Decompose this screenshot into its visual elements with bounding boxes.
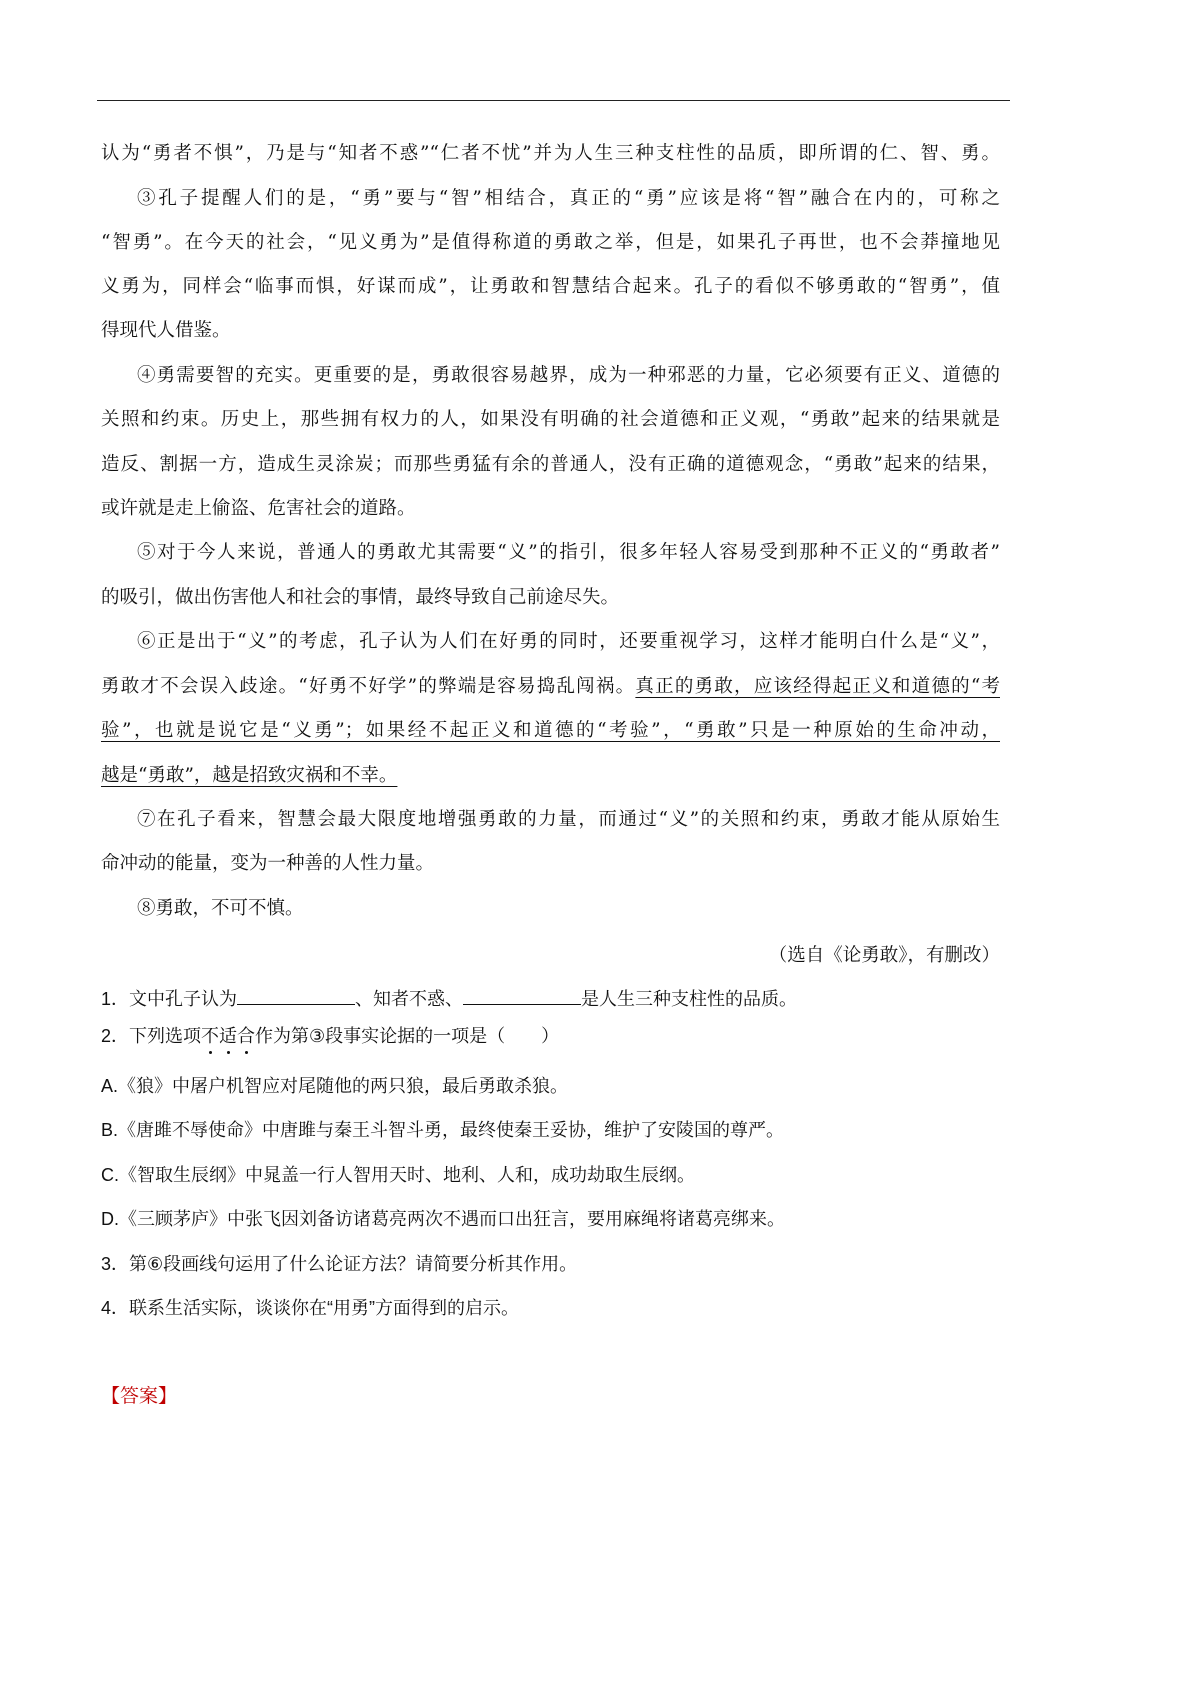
text-line: 的吸引，做出伤害他人和社会的事情，最终导致自己前途尽失。: [101, 587, 620, 608]
text-line: 认为“勇者不惧”，乃是与“知者不惑”“仁者不忧”并为人生三种支柱性的品质，即所谓的仁、智、勇。: [101, 143, 1000, 164]
underlined-sentence: 越是“勇敢”，越是招致灾祸和不幸。: [101, 765, 398, 786]
paragraph-7-start: ⑦在孔子看来，智慧会最大限度地增强勇敢的力量，而通过“义”的关照和约束，勇敢才能从原始生: [137, 809, 1000, 830]
paragraph-6-start: ⑥正是出于“义”的考虑，孔子认为人们在好勇的同时，还要重视学习，这样才能明白什么是“义”，: [137, 631, 1000, 652]
paragraph-3-start: ③孔子提醒人们的是，“勇”要与“智”相结合，真正的“勇”应该是将“智”融合在内的，可称之: [137, 188, 1000, 209]
option-a: A.《狼》中屠户机智应对尾随他的两只狼，最后勇敢杀狼。: [101, 1076, 569, 1096]
text-line: 造反、割据一方，造成生灵涂炭；而那些勇猛有余的普通人，没有正确的道德观念，“勇敢”起来的结果，: [101, 454, 1000, 475]
underlined-sentence: 验”，也就是说它是“义勇”；如果经不起正义和道德的“考验”，“勇敢”只是一种原始的生命冲动，: [101, 720, 1000, 741]
question-2: [101, 1024, 1000, 1048]
question-3: 3．第⑥段画线句运用了什么论证方法？请简要分析其作用。: [101, 1254, 578, 1274]
underlined-sentence: 真正的勇敢，应该经得起正义和道德的“考: [635, 676, 1000, 697]
text-line: 义勇为，同样会“临事而惧，好谋而成”，让勇敢和智慧结合起来。孔子的看似不够勇敢的“智勇”，值: [101, 276, 1000, 297]
option-c: C.《智取生辰纲》中晁盖一行人智用天时、地利、人和，成功劫取生辰纲。: [101, 1165, 695, 1185]
question-4: 4．联系生活实际，谈谈你在“用勇”方面得到的启示。: [101, 1298, 519, 1318]
answer-blank[interactable]: [463, 986, 581, 1005]
text-line: [101, 764, 1000, 788]
q1-text: 1．文中孔子认为: [101, 989, 238, 1009]
emphasis-char: 适: [219, 1026, 238, 1046]
text-line: [101, 719, 1000, 743]
text-line: 得现代人借鉴。: [101, 320, 231, 341]
plain-text: 勇敢才不会误入歧途。“好勇不好学”的弊端是容易捣乱闯祸。: [101, 676, 636, 697]
answer-label: 【答案】: [101, 1385, 178, 1407]
text-line: 命冲动的能量，变为一种善的人性力量。: [101, 853, 435, 874]
option-b: B.《唐雎不辱使命》中唐雎与秦王斗智斗勇，最终使秦王妥协，维护了安陵国的尊严。: [101, 1120, 785, 1140]
paragraph-5-start: ⑤对于今人来说，普通人的勇敢尤其需要“义”的指引，很多年轻人容易受到那种不正义的“勇敢者”: [137, 542, 1000, 563]
paragraph-4-start: ④勇需要智的充实。更重要的是，勇敢很容易越界，成为一种邪恶的力量，它必须要有正义、道德的: [137, 365, 1000, 386]
text-line: [101, 675, 1000, 699]
text-line: 或许就是走上偷盗、危害社会的道路。: [101, 498, 416, 519]
header-rule: [97, 100, 1010, 101]
emphasis-char: 合: [237, 1026, 256, 1046]
option-d: D.《三顾茅庐》中张飞因刘备访诸葛亮两次不遇而口出狂言，要用麻绳将诸葛亮绑来。: [101, 1209, 785, 1229]
answer-blank[interactable]: [237, 986, 355, 1005]
paragraph-8: ⑧勇敢，不可不慎。: [137, 898, 304, 919]
emphasis-char: 不: [201, 1026, 220, 1046]
q2-text: 2．下列选项: [101, 1026, 202, 1046]
q1-text: 、知者不惑、: [355, 989, 464, 1009]
text-line: “智勇”。在今天的社会，“见义勇为”是值得称道的勇敢之举，但是，如果孔子再世，也不会莽撞地见: [101, 232, 1000, 253]
question-1: [101, 986, 1000, 1011]
source-citation: （选自《论勇敢》，有删改）: [768, 945, 1000, 966]
text-line: 关照和约束。历史上，那些拥有权力的人，如果没有明确的社会道德和正义观，“勇敢”起来的结果就是: [101, 409, 1000, 430]
q1-text: 是人生三种支柱性的品质。: [581, 989, 798, 1009]
q2-text: 作为第③段事实论据的一项是（ ）: [255, 1026, 560, 1046]
